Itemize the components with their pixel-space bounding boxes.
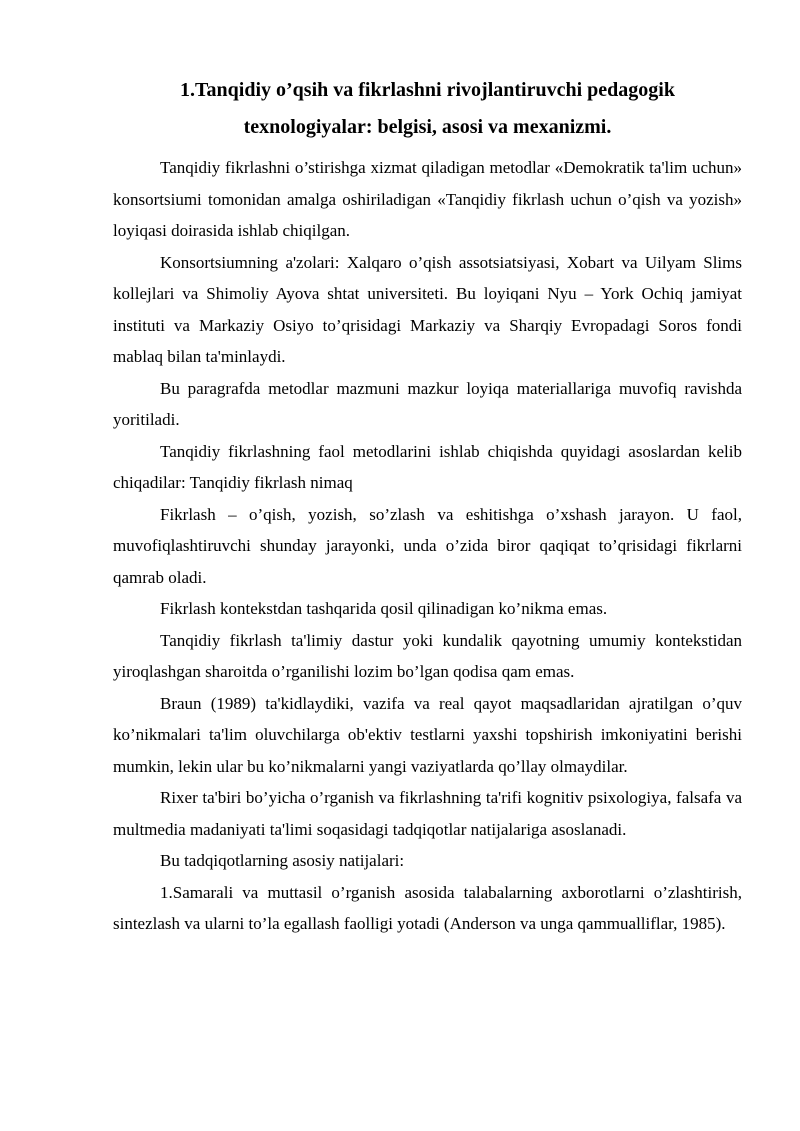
paragraph-9: Rixer ta'biri bo’yicha o’rganish va fikrlashning ta'rifi kognitiv psixologiya, falsafa va multmedia madaniyati ta'limi soqasidagi tadqiqotlar natijalariga asoslanadi. — [113, 788, 742, 839]
paragraph-7: Tanqidiy fikrlash ta'limiy dastur yoki kundalik qayotning umumiy kontekstidan yiroqlashgan sharoitda o’rganilishi lozim bo’lgan qodisa qam emas. — [113, 630, 742, 681]
title-line-2: texnologiyalar: belgisi, asosi va mexanizmi. — [243, 116, 612, 138]
paragraph-11: 1.Samarali va muttasil o’rganish asosida talabalarning axborotlarni o’zlashtirish, sintezlash va ularni to’la egallash faolligi yotadi (Anderson va unga qammualliflar, 1985). — [113, 882, 742, 933]
paragraph-5: Fikrlash – o’qish, yozish, so’zlash va eshitishga o’xshash jarayon. U faol, muvofiqlashtiruvchi shunday jarayonki, unda o’zida biror qaqiqat to’qrisidagi fikrlarni qamrab oladi. — [113, 504, 742, 587]
paragraph-10: Bu tadqiqotlarning asosiy natijalari: — [160, 851, 405, 870]
paragraph-1: Tanqidiy fikrlashni o’stirishga xizmat qiladigan metodlar «Demokratik ta'lim uchun» konsortsiumi tomonidan amalga oshiriladigan «Tanqidiy fikrlash uchun o’qish va yozish» loyiqasi doirasida ishlab chiqilgan. — [113, 158, 742, 240]
title-line-1: 1.Tanqidiy o’qsih va fikrlashni rivojlantiruvchi pedagogik — [180, 79, 675, 101]
paragraph-4: Tanqidiy fikrlashning faol metodlarini ishlab chiqishda quyidagi asoslardan kelib chiqadilar: Tanqidiy fikrlash nimaq — [113, 441, 742, 492]
document-page — [113, 72, 742, 940]
paragraph-8: Braun (1989) ta'kidlaydiki, vazifa va real qayot maqsadlaridan ajratilgan o’quv ko’nikmalari ta'lim oluvchilarga ob'ektiv testlarni yaxshi topshirish imkoniyatini berishi mumkin, lekin ular bu ko’nikmalarni yangi vaziyatlarda qo’llay olmaydilar. — [113, 693, 742, 776]
document-title — [113, 72, 742, 146]
paragraph-6: Fikrlash kontekstdan tashqarida qosil qilinadigan ko’nikma emas. — [160, 599, 608, 618]
paragraph-3: Bu paragrafda metodlar mazmuni mazkur loyiqa materiallariga muvofiq ravishda yoritiladi. — [113, 378, 742, 429]
paragraph-2: Konsortsiumning a'zolari: Xalqaro o’qish assotsiatsiyasi, Xobart va Uilyam Slims kollejlari va Shimoliy Ayova shtat universiteti. Bu loyiqani Nyu – York Ochiq jamiyat instituti va Markaziy Osiyo to’qrisidagi Markaziy va Sharqiy Evropadagi Soros fondi mablaq bilan ta'minlaydi. — [113, 252, 742, 366]
